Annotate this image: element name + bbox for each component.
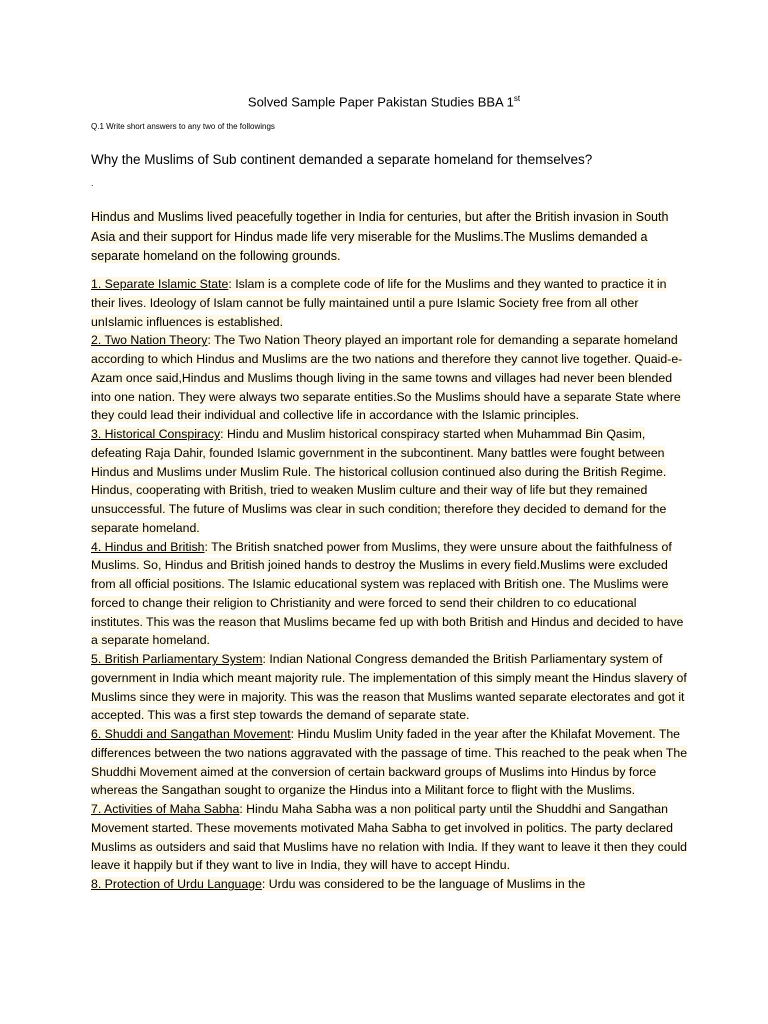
page-title [0,94,768,109]
point-heading: 7. Activities of Maha Sabha [91,802,240,816]
point-heading: 1. Separate Islamic State [91,277,229,291]
point-6 [91,725,691,800]
point-heading: 6. Shuddi and Sangathan Movement [91,727,291,741]
point-body: : Hindu Muslim Unity faded in the year after the Khilafat Movement. The differences between the two nations aggravated with the passage of time. This reached to the peak when The Shuddhi Movement aimed at the conversion of certain backward groups of Muslims into Hindus by force whereas the Sangathan sought to organize the Hindus into a Militant force to flight with the Muslims. [91,727,688,798]
point-heading: 4. Hindus and British [91,539,205,554]
point-4 [91,538,691,651]
point-body: : Hindu and Muslim historical conspiracy started when Muhammad Bin Qasim, defeating Raja Dahir, founded Islamic government in the subcontinent. Many battles were fought between Hindus and Muslims under Muslim Rule. The historical collusion continued also during the British Regime. Hindus, cooperating with British, tried to weaken Muslim culture and their way of life but they remained unsuccessful. The future of Muslims was clear in such condition; therefore they decided to demand for the separate homeland. [91,427,667,535]
point-8 [91,875,691,894]
point-5 [91,650,691,725]
point-body: : The Two Nation Theory played an important role for demanding a separate homeland according to which Hindus and Muslims are the two nations and therefore they cannot live together. Quaid-e-Azam once said,Hindus and Muslims though living in the same towns and villages had never been blended into one nation. They were always two separate entities.So the Muslims should have a separate State where they could lead their individual and collective life in accordance with the Islamic principles. [91,333,683,423]
point-heading: 5. British Parliamentary System [91,652,263,666]
point-2 [91,331,691,425]
point-body: : Urdu was considered to be the language of Muslims in the [261,877,586,891]
point-3 [91,425,691,538]
point-heading: 2. Two Nation Theory [91,333,208,348]
point-body: : Hindu Maha Sabha was a non political party until the Shuddhi and Sangathan Movement started. These movements motivated Maha Sabha to get involved in politics. The party declared Muslims as outsiders and said that Muslims have no relation with India. If they want to leave it then they could leave it happily but if they want to live in India, they will have to accept Hindu. [91,802,688,873]
point-body: : Indian National Congress demanded the British Parliamentary system of government in India which meant majority rule. The implementation of this simply meant the Hindus slavery of Muslims since they were in majority. This was the reason that Muslims wanted separate electorates and got it accepted. This was a first step towards the demand of separate state. [91,652,687,723]
title-text: Solved Sample Paper Pakistan Studies BBA 1 [247,94,514,110]
point-body: : Islam is a complete code of life for the Muslims and they wanted to practice it in their lives. Ideology of Islam cannot be fully maintained until a pure Islamic Society free from all other unIslamic influences is established. [91,277,667,329]
point-heading: 8. Protection of Urdu Language [91,877,262,891]
stray-dot: . [91,178,94,188]
intro-paragraph [91,208,691,267]
question-text: Why the Muslims of Sub continent demanded a separate homeland for themselves? [91,152,593,167]
intro-text: Hindus and Muslims lived peacefully together in India for centuries, but after the British invasion in South Asia and their support for Hindus made life very miserable for the Muslims.The Muslims demanded a separate homeland on the following grounds. [91,210,669,263]
point-heading: 3. Historical Conspiracy [91,427,221,441]
title-superscript: st [513,94,521,103]
point-body: : The British snatched power from Muslims, they were unsure about the faithfulness of Muslims. So, Hindus and British joined hands to destroy the Muslims in every field.Muslims were excluded from all official positions. The Islamic educational system was replaced with British one. The Muslims were forced to change their religion to Christianity and were forced to send their children to co educational institutes. This was the reason that Muslims became fed up with both British and Hindus and decided to have a separate homeland. [91,539,684,648]
point-1 [91,275,691,331]
point-7 [91,800,691,875]
instruction-text: Q.1 Write short answers to any two of the followings [91,122,275,131]
points-list [91,275,691,894]
